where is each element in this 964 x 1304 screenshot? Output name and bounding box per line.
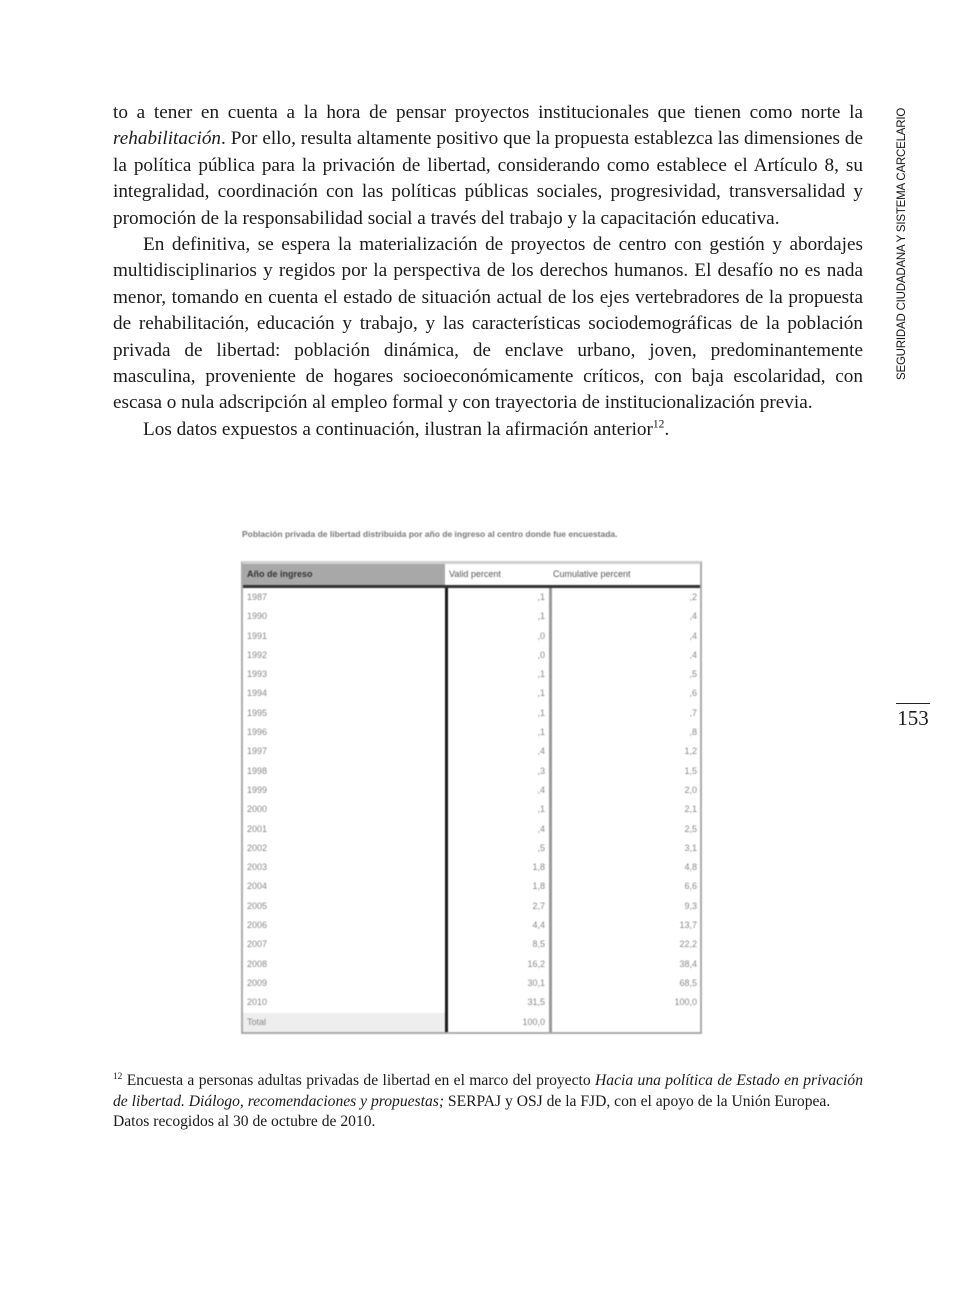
cell-cumulative: 2,5 [684, 823, 697, 834]
cell-cumulative: ,8 [689, 727, 697, 738]
cell-cumulative: 6,6 [684, 881, 697, 892]
footnote-text: $^{12}$ Encuesta a personas adultas privadas de libertad en el marco del proyecto Hacia una política de Estado en privación de libertad. Diálogo, recomendaciones y propuestas; SERPAJ y OSJ de la FJD, con el apoyo de la Unión Europea. [113, 1071, 864, 1110]
cell-year: 2010 [243, 993, 448, 1012]
cell-year: 2009 [243, 974, 448, 993]
cell-year: 1999 [243, 781, 448, 800]
table-row [243, 800, 700, 819]
cell-cumulative: ,4 [689, 649, 697, 660]
table-row [243, 839, 700, 858]
body-text [113, 100, 863, 443]
cell-year: 1987 [243, 588, 448, 607]
cell-valid: 1,8 [448, 858, 552, 877]
table-row [243, 916, 700, 935]
table-row [243, 588, 700, 607]
cell-cumulative: 38,4 [679, 958, 697, 969]
footnote-reference: 12 [652, 418, 665, 431]
cell-cumulative: ,7 [689, 707, 697, 718]
cell-year: 1992 [243, 646, 448, 665]
cell-year: 2002 [243, 839, 448, 858]
cell-year: 1991 [243, 627, 448, 646]
cell-valid: 16,2 [448, 955, 552, 974]
cell-year: 1997 [243, 742, 448, 761]
table-row [243, 781, 700, 800]
cell-valid: 8,5 [448, 935, 552, 954]
table-row [243, 723, 700, 742]
cell-valid: 2,7 [448, 897, 552, 916]
cell-cumulative: 22,2 [679, 939, 697, 950]
cell-year: 1990 [243, 607, 448, 626]
table-row [243, 684, 700, 703]
cell-year: 2007 [243, 935, 448, 954]
cell-cumulative: ,5 [689, 669, 697, 680]
cell-cumulative: 68,5 [679, 977, 697, 988]
table-row [243, 993, 700, 1012]
footnote [113, 1071, 863, 1133]
cell-cumulative: 4,8 [684, 862, 697, 873]
table-row-total: Total 100,0 [243, 1013, 700, 1032]
cell-year: 2000 [243, 800, 448, 819]
cell-valid: ,1 [448, 684, 552, 703]
cell-cumulative: ,2 [689, 592, 697, 602]
cell-valid: ,3 [448, 762, 552, 781]
cell-year: 1994 [243, 684, 448, 703]
cell-cumulative: ,4 [689, 611, 697, 622]
header-year: Año de ingreso [243, 564, 445, 585]
paragraph-1: to a tener en cuenta a la hora de pensar proyectos institucionales que tienen como norte la rehabilitación. Por ello, resulta altamente positivo que la propuesta establezca las dimensiones de la política pública para la privación de libertad, considerando como establece el Artículo 8, su integralidad, coordinación con las políticas públicas sociales, progresividad, transversalidad y promoción de la responsabilidad social a través del trabajo y la capacitación educativa. [113, 102, 863, 229]
table-row [243, 955, 700, 974]
cell-cumulative: 100,0 [674, 997, 697, 1008]
cell-year: 2003 [243, 858, 448, 877]
cell-valid: ,4 [448, 742, 552, 761]
header-cumulative-percent: Cumulative percent [553, 569, 631, 579]
cell-valid: ,0 [448, 646, 552, 665]
table-row [243, 627, 700, 646]
cell-valid: ,1 [448, 800, 552, 819]
footnote-date: Datos recogidos al 30 de octubre de 2010. [113, 1113, 376, 1130]
table-row [243, 897, 700, 916]
cell-cumulative: 9,3 [684, 900, 697, 911]
paragraph-3: Los datos expuestos a continuación, ilustran la afirmación anterior$^{12}$. [143, 418, 670, 440]
cell-year: 2005 [243, 897, 448, 916]
table-row [243, 858, 700, 877]
emphasis: rehabilitación [113, 128, 222, 150]
cell-cumulative: 1,5 [684, 765, 697, 776]
table-body [243, 588, 700, 1013]
table-row [243, 704, 700, 723]
cell-valid: 4,4 [448, 916, 552, 935]
cell-cumulative: ,4 [689, 630, 697, 641]
table-caption: Población privada de libertad distribuida por año de ingreso al centro donde fue encuestada. [242, 529, 618, 539]
cell-cumulative: 2,1 [684, 804, 697, 815]
paragraph-2: En definitiva, se espera la materialización de proyectos de centro con gestión y abordajes multidisciplinarios y regidos por la perspectiva de los derechos humanos. El desafío no es nada menor, tomando en cuenta el estado de situación actual de los ejes vertebradores de la propuesta de rehabilitación, educación y trabajo, y las características sociodemográficas de la población privada de libertad: población dinámica, de enclave urbano, joven, predominantemente masculina, proveniente de hogares socioeconómicamente críticos, con baja escolaridad, con escasa o nula adscripción al empleo formal y con trayectoria de institucionalización previa. [113, 234, 863, 414]
table-row [243, 820, 700, 839]
cell-cumulative: 3,1 [684, 842, 697, 853]
table-row [243, 974, 700, 993]
table-row [243, 646, 700, 665]
cell-valid: ,4 [448, 781, 552, 800]
cell-valid: ,1 [448, 607, 552, 626]
page-number: 153 [896, 703, 930, 731]
cell-year: 1995 [243, 704, 448, 723]
table-row [243, 935, 700, 954]
table-header [243, 564, 700, 588]
footnote-number: 12 [113, 1071, 123, 1082]
table-row [243, 607, 700, 626]
running-head: SEGURIDAD CIUDADANA Y SISTEMA CARCELARIO [896, 107, 908, 380]
cell-year: 2001 [243, 820, 448, 839]
table-row [243, 742, 700, 761]
data-table [241, 561, 702, 1034]
cell-valid: 31,5 [448, 993, 552, 1012]
cell-valid: ,4 [448, 820, 552, 839]
header-valid-percent: Valid percent [449, 569, 501, 579]
table-row [243, 665, 700, 684]
cell-cumulative: 13,7 [679, 920, 697, 931]
cell-valid: ,0 [448, 627, 552, 646]
cell-valid: ,1 [448, 704, 552, 723]
cell-cumulative: 1,2 [684, 746, 697, 757]
table-row [243, 762, 700, 781]
cell-year: 2006 [243, 916, 448, 935]
cell-valid: 1,8 [448, 877, 552, 896]
cell-year: 1993 [243, 665, 448, 684]
cell-year: 2004 [243, 877, 448, 896]
cell-valid: ,1 [448, 723, 552, 742]
cell-cumulative: ,6 [689, 688, 697, 699]
cell-valid: ,5 [448, 839, 552, 858]
cell-year: 2008 [243, 955, 448, 974]
cell-valid: ,1 [448, 665, 552, 684]
cell-valid: ,1 [448, 588, 552, 607]
cell-year: 1996 [243, 723, 448, 742]
cell-year: 1998 [243, 762, 448, 781]
cell-valid: 30,1 [448, 974, 552, 993]
table-row [243, 877, 700, 896]
cell-cumulative: 2,0 [684, 784, 697, 795]
